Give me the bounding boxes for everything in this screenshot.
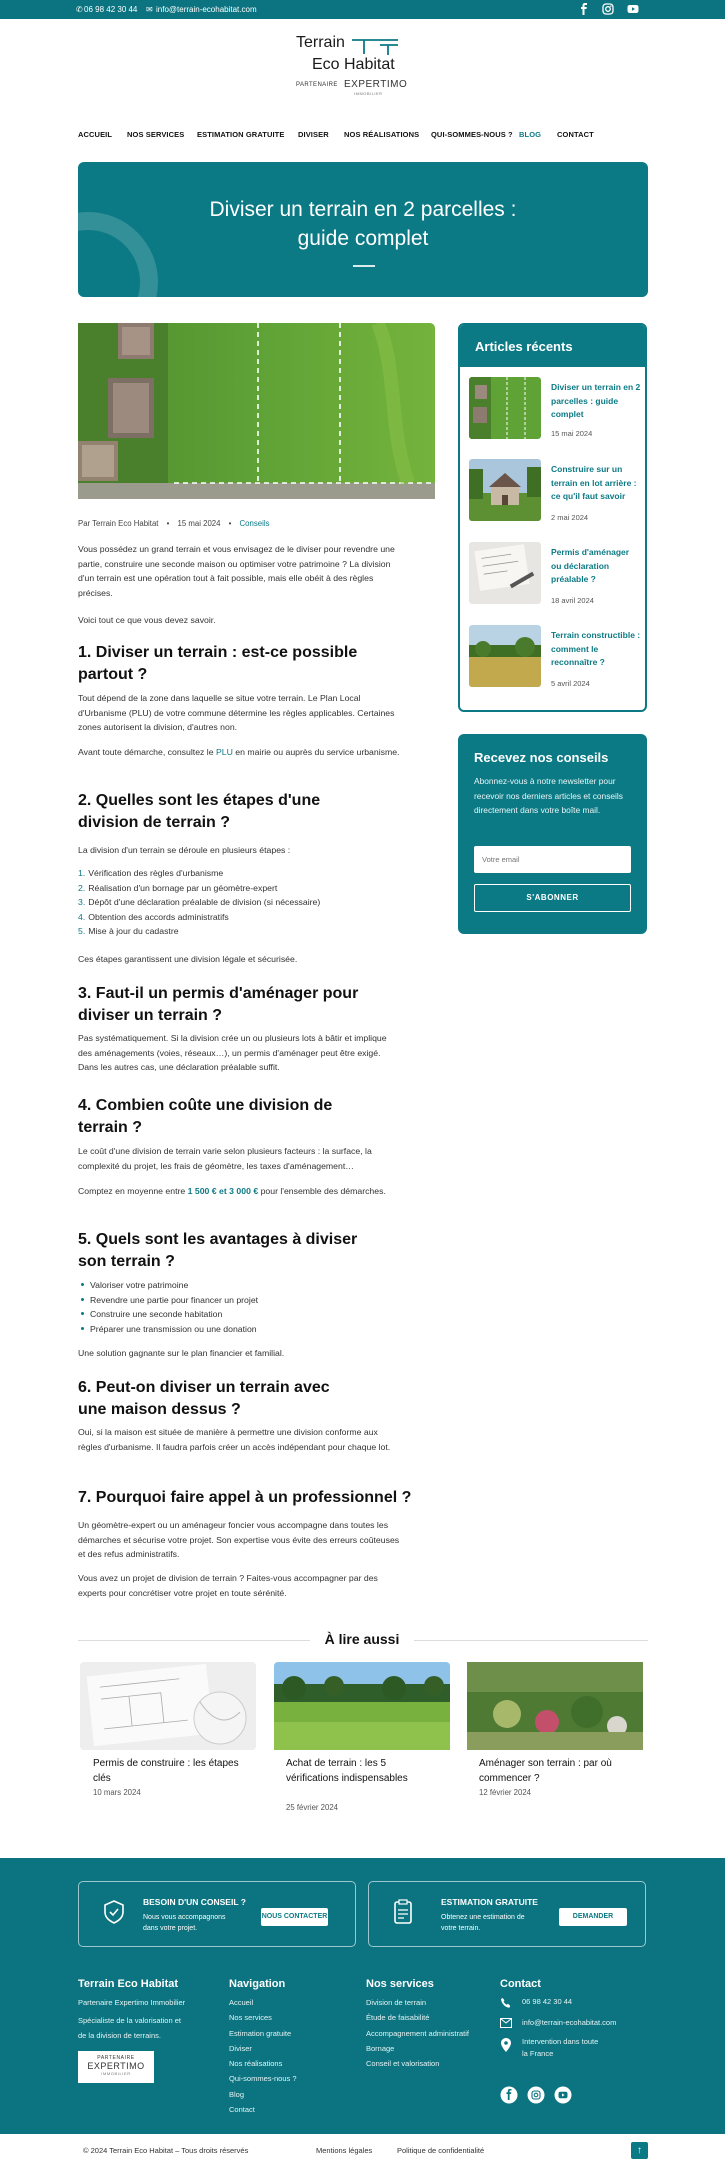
mail-icon: ✉ bbox=[146, 5, 153, 14]
section-4-p1: Le coût d'une division de terrain varie selon plusieurs facteurs : la surface, la complexité du projet, les frais de géomètre, les taxes d'aménagement… bbox=[78, 1146, 372, 1171]
copyright: © 2024 Terrain Eco Habitat – Tous droits réservés bbox=[83, 2146, 249, 2155]
list-item: Valoriser votre patrimoine bbox=[78, 1278, 400, 1293]
cta-advice-title: BESOIN D'UN CONSEIL ? bbox=[143, 1897, 246, 1907]
title-underline bbox=[353, 265, 375, 267]
list-item: Revendre une partie pour financer un projet bbox=[78, 1293, 400, 1308]
nav-diviser[interactable]: DIVISER bbox=[298, 130, 329, 139]
topbar-phone[interactable]: 06 98 42 30 44 bbox=[84, 5, 138, 14]
related-image-3[interactable] bbox=[467, 1662, 643, 1750]
footer-services-title: Nos services bbox=[366, 1978, 434, 1990]
cta-estimation-box bbox=[368, 1881, 646, 1947]
recent-articles-widget bbox=[458, 323, 647, 712]
section-7-title: 7. Pourquoi faire appel à un professionnel ? bbox=[78, 1489, 412, 1506]
logo-roof-icon bbox=[350, 36, 402, 56]
footer-area: Intervention dans toute la France bbox=[522, 2037, 599, 2058]
recent-thumb-2[interactable] bbox=[469, 459, 541, 521]
footer-brand-title: Terrain Eco Habitat bbox=[78, 1978, 179, 1990]
site-logo[interactable] bbox=[290, 30, 410, 100]
plu-link[interactable]: PLU bbox=[215, 747, 233, 757]
recent-date-2: 2 mai 2024 bbox=[551, 513, 589, 522]
clipboard-icon bbox=[393, 1899, 413, 1925]
recent-thumb-4[interactable] bbox=[469, 625, 541, 687]
page-title: Diviser un terrain en 2 parcelles : guide complet bbox=[209, 198, 517, 250]
footer-nav-link[interactable]: Diviser bbox=[229, 2043, 252, 2053]
footer-nav-link[interactable]: Nos réalisations bbox=[229, 2059, 283, 2069]
article-image bbox=[78, 323, 435, 499]
section-4-p2: Comptez en moyenne entre 1 500 € et 3 000 € pour l'ensemble des démarches. bbox=[78, 1186, 386, 1196]
footer-nav-link[interactable]: Qui-sommes-nous ? bbox=[229, 2074, 297, 2084]
meta-date: 15 mai 2024 bbox=[177, 519, 221, 528]
newsletter-email-input[interactable] bbox=[474, 846, 631, 873]
section-2-title: 2. Quelles sont les étapes d'une division de terrain ? bbox=[78, 792, 321, 831]
back-to-top-button[interactable] bbox=[631, 2142, 648, 2159]
top-bar bbox=[0, 0, 725, 19]
recent-thumb-3[interactable] bbox=[469, 542, 541, 604]
article-meta: Par Terrain Eco Habitat • 15 mai 2024 • Conseils bbox=[78, 519, 270, 528]
list-item: 5. Mise à jour du cadastre bbox=[78, 926, 179, 936]
partner-badge: PARTENAIRE EXPERTIMO IMMOBILIER bbox=[78, 2051, 154, 2083]
nav-contact[interactable]: CONTACT bbox=[557, 130, 594, 139]
footer-service-link[interactable]: Étude de faisabilité bbox=[366, 2013, 430, 2023]
footer-nav-link[interactable]: Blog bbox=[229, 2089, 245, 2099]
newsletter-title: Recevez nos conseils bbox=[474, 750, 609, 765]
footer-nav-link[interactable]: Accueil bbox=[229, 1998, 254, 2007]
recent-date-4: 5 avril 2024 bbox=[551, 679, 590, 688]
hero-banner bbox=[78, 162, 648, 297]
related-card-title-3[interactable]: Aménager son terrain : par où commencer ? bbox=[479, 1758, 612, 1784]
list-item: Construire une seconde habitation bbox=[78, 1307, 400, 1322]
nav-estimation[interactable]: ESTIMATION GRATUITE bbox=[197, 130, 285, 139]
section-6-p1: Oui, si la maison est située de manière à permettre une division conforme aux règles d'urbanisme. Il faudra parfois créer un accès indépendant pour chaque lot. bbox=[78, 1427, 391, 1452]
logo-word-eco: Eco bbox=[312, 56, 340, 73]
section-1-title: 1. Diviser un terrain : est-ce possible partout ? bbox=[78, 644, 358, 683]
section-1-p2: Avant toute démarche, consultez le PLU en mairie ou auprès du service urbanisme. bbox=[78, 747, 400, 757]
youtube-icon[interactable] bbox=[554, 2086, 572, 2104]
footer-service-link[interactable]: Bornage bbox=[366, 2043, 395, 2053]
footer-service-link[interactable]: Conseil et valorisation bbox=[366, 2059, 440, 2069]
facebook-icon[interactable] bbox=[500, 2086, 518, 2104]
contact-us-button[interactable]: NOUS CONTACTER bbox=[261, 1908, 328, 1926]
footer-nav-link[interactable]: Estimation gratuite bbox=[229, 2028, 292, 2038]
list-item: Préparer une transmission ou une donation bbox=[78, 1322, 400, 1337]
legal-link[interactable]: Mentions légales bbox=[316, 2146, 373, 2155]
steps-list bbox=[78, 866, 400, 939]
logo-partner-brand: EXPERTIMO bbox=[344, 79, 408, 90]
arrow-up-icon: ↑ bbox=[637, 2145, 642, 2156]
related-card-title-1[interactable]: Permis de construire : les étapes clés bbox=[93, 1758, 239, 1784]
advice-icon bbox=[103, 1900, 125, 1924]
footer-nav-link[interactable]: Nos services bbox=[229, 2013, 272, 2023]
footer-nav-title: Navigation bbox=[229, 1978, 286, 1990]
recent-link-1[interactable]: Diviser un terrain en 2 parcelles : guide complet bbox=[551, 382, 641, 419]
section-7-p2: Vous avez un projet de division de terrain ? Faites-vous accompagner par des experts pour concrétiser votre projet en toute sérénité. bbox=[78, 1573, 378, 1598]
meta-author: Par Terrain Eco Habitat bbox=[78, 519, 159, 528]
footer-service-link[interactable]: Accompagnement administratif bbox=[366, 2028, 469, 2038]
section-4-title: 4. Combien coûte une division de terrain ? bbox=[78, 1097, 333, 1136]
meta-category[interactable]: Conseils bbox=[239, 519, 270, 528]
request-estimate-button[interactable]: DEMANDER bbox=[559, 1908, 627, 1926]
section-3-title: 3. Faut-il un permis d'aménager pour diviser un terrain ? bbox=[78, 985, 359, 1024]
list-item: 3. Dépôt d'une déclaration préalable de division (si nécessaire) bbox=[78, 897, 321, 907]
footer-contact-title: Contact bbox=[500, 1978, 541, 1990]
list-item: 2. Réalisation d'un bornage par un géomètre-expert bbox=[78, 882, 278, 893]
privacy-link[interactable]: Politique de confidentialité bbox=[397, 2146, 485, 2155]
topbar-email[interactable]: info@terrain-ecohabitat.com bbox=[156, 5, 257, 14]
footer-email[interactable]: info@terrain-ecohabitat.com bbox=[522, 2018, 617, 2027]
cta-advice-box bbox=[78, 1881, 356, 1947]
footer-phone[interactable]: 06 98 42 30 44 bbox=[522, 1997, 573, 2006]
section-2-p1: La division d'un terrain se déroule en plusieurs étapes : bbox=[78, 845, 291, 855]
recent-link-4[interactable]: Terrain constructible : comment le reconnaître ? bbox=[551, 630, 641, 667]
related-image-1[interactable] bbox=[80, 1662, 256, 1750]
section-1-p1: Tout dépend de la zone dans laquelle se situe votre terrain. Le Plan Local d'Urbanisme (PLU) de votre commune détermine les règles applicables. Certaines zones autorisent la division, d'autres non. bbox=[78, 693, 395, 732]
related-card-date-3: 12 février 2024 bbox=[479, 1788, 532, 1797]
nav-qui-sommes-nous[interactable]: QUI-SOMMES-NOUS ? bbox=[431, 130, 513, 139]
recent-date-1: 15 mai 2024 bbox=[551, 429, 593, 438]
recent-thumb-1[interactable] bbox=[469, 377, 541, 439]
nav-blog[interactable]: BLOG bbox=[519, 130, 542, 139]
section-2-p2: Ces étapes garantissent une division légale et sécurisée. bbox=[78, 954, 298, 964]
related-title: À lire aussi bbox=[310, 1631, 414, 1647]
section-6-title: 6. Peut-on diviser un terrain avec une maison dessus ? bbox=[78, 1379, 330, 1418]
section-3-p1: Pas systématiquement. Si la division crée un ou plusieurs lots à bâtir et implique des aménagements (voies, réseaux…), un permis d'aménager peut être exigé. Dans les autres cas, une déclaration préalable suffit. bbox=[78, 1033, 387, 1072]
footer-services-list bbox=[366, 1995, 469, 2071]
related-card-date-2: 25 février 2024 bbox=[286, 1803, 339, 1812]
footer-brand-line2: Spécialiste de la valorisation et de la division de terrains. bbox=[78, 2016, 181, 2041]
intro-note: Voici tout ce que vous devez savoir. bbox=[78, 615, 216, 625]
related-image-2[interactable] bbox=[274, 1662, 450, 1750]
phone-icon: ✆ bbox=[76, 5, 83, 14]
subscribe-button[interactable]: S'ABONNER bbox=[474, 884, 631, 912]
instagram-icon[interactable] bbox=[527, 2086, 545, 2104]
logo-word-terrain: Terrain bbox=[296, 34, 345, 51]
recent-link-3[interactable]: Permis d'aménager ou déclaration préalable ? bbox=[551, 547, 630, 584]
recent-date-3: 18 avril 2024 bbox=[551, 596, 594, 605]
list-item: 1. Vérification des règles d'urbanisme bbox=[78, 868, 224, 878]
section-5-title: 5. Quels sont les avantages à diviser son terrain ? bbox=[78, 1231, 358, 1270]
phone-icon bbox=[500, 1997, 512, 2009]
recent-link-2[interactable]: Construire sur un terrain en lot arrière : ce qu'il faut savoir bbox=[551, 464, 637, 501]
section-7-p1: Un géomètre-expert ou un aménageur foncier vous accompagne dans toutes les démarches et sécurise votre projet. Son expertise vous évite des erreurs coûteuses et des refus administratifs. bbox=[78, 1520, 400, 1559]
footer-service-link[interactable]: Division de terrain bbox=[366, 1998, 427, 2007]
nav-services[interactable]: NOS SERVICES bbox=[127, 130, 185, 139]
section-5-p2: Une solution gagnante sur le plan financier et familial. bbox=[78, 1348, 285, 1358]
location-icon bbox=[501, 2038, 511, 2052]
instagram-icon[interactable] bbox=[602, 3, 614, 15]
logo-partner-sub: IMMOBILIER bbox=[354, 91, 383, 96]
related-card-date-1: 10 mars 2024 bbox=[93, 1788, 141, 1797]
facebook-icon[interactable] bbox=[578, 3, 590, 15]
cta-estimation-text: Obtenez une estimation de votre terrain. bbox=[441, 1914, 525, 1932]
footer-brand-line1: Partenaire Expertimo Immobilier bbox=[78, 1998, 186, 2007]
list-item: 4. Obtention des accords administratifs bbox=[78, 911, 229, 922]
footer-nav-list bbox=[229, 1995, 297, 2117]
newsletter-text: Abonnez-vous à notre newsletter pour recevoir nos derniers articles et conseils directement dans votre boîte mail. bbox=[474, 776, 623, 815]
logo-partner-label: PARTENAIRE bbox=[296, 82, 338, 88]
nav-realisations[interactable]: NOS RÉALISATIONS bbox=[344, 130, 420, 139]
nav-accueil[interactable]: ACCUEIL bbox=[78, 130, 113, 139]
related-card-title-2[interactable]: Achat de terrain : les 5 vérifications indispensables bbox=[286, 1758, 408, 1784]
youtube-icon[interactable] bbox=[627, 3, 639, 15]
footer-bottom-bar bbox=[0, 2134, 725, 2167]
newsletter-widget bbox=[458, 734, 647, 934]
intro-paragraph: Vous possédez un grand terrain et vous envisagez de le diviser pour revendre une partie, construire une seconde maison ou optimiser votre patrimoine ? La division d'un terrain est une opération tout à fait possible, mais elle obéit à des règles précises. bbox=[78, 544, 395, 598]
advantages-list bbox=[78, 1278, 400, 1336]
logo-word-habitat: Habitat bbox=[344, 56, 395, 73]
cta-estimation-title: ESTIMATION GRATUITE bbox=[441, 1897, 538, 1907]
cta-advice-text: Nous vous accompagnons dans votre projet. bbox=[143, 1914, 226, 1932]
recent-articles-title: Articles récents bbox=[460, 325, 645, 367]
mail-icon bbox=[500, 2018, 512, 2028]
footer-nav-link[interactable]: Contact bbox=[229, 2105, 255, 2115]
site-footer bbox=[0, 1858, 725, 2167]
